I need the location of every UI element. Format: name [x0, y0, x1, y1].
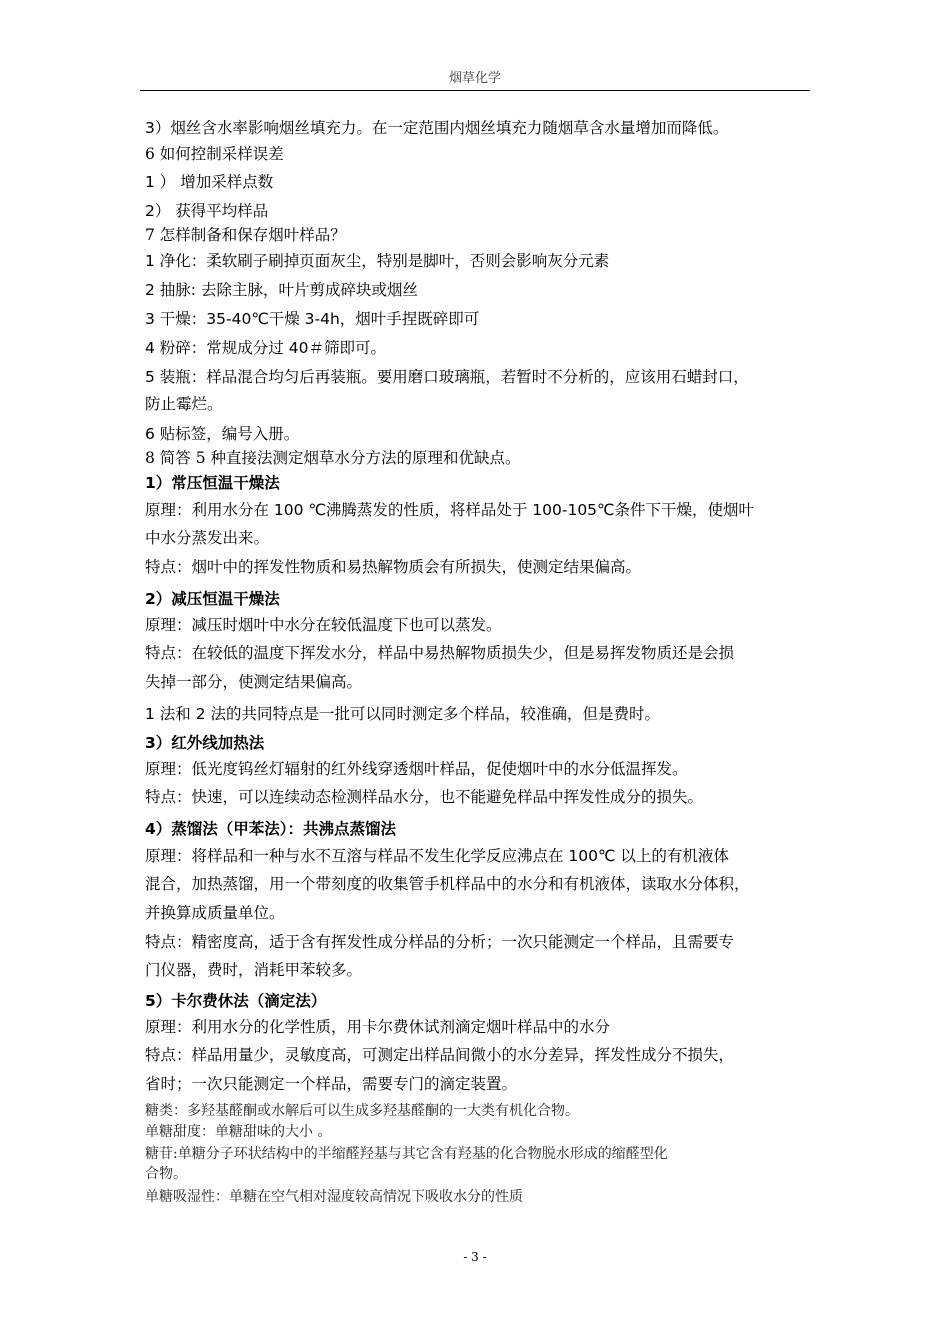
- text-line: 1 净化：柔软刷子刷掉页面灰尘，特别是脚叶，否则会影响灰分元素: [145, 252, 610, 270]
- text-line: 特点：精密度高，适于含有挥发性成分样品的分析；一次只能测定一个样品，且需要专: [145, 933, 735, 951]
- text-line: 并换算成质量单位。: [145, 904, 285, 922]
- definition-line: 糖类：多羟基醛酮或水解后可以生成多羟基醛酮的一大类有机化合物。: [145, 1103, 579, 1119]
- method-heading: 5）卡尔费休法（滴定法）: [145, 992, 327, 1010]
- text-line: 2 抽脉: 去除主脉，叶片剪成碎块或烟丝: [145, 281, 418, 299]
- question-heading: 6 如何控制采样误差: [145, 145, 284, 163]
- text-line: 特点：快速，可以连续动态检测样品水分，也不能避免样品中挥发性成分的损失。: [145, 788, 704, 806]
- definition-line: 单糖甜度：单糖甜味的大小 。: [145, 1124, 332, 1140]
- text-line: 4 粉碎：常规成分过 40＃筛即可。: [145, 339, 386, 357]
- text-line: 2） 获得平均样品: [145, 202, 269, 220]
- question-heading: 7 怎样制备和保存烟叶样品？: [145, 226, 346, 244]
- text-line: 特点：在较低的温度下挥发水分，样品中易热解物质损失少，但是易挥发物质还是会损: [145, 644, 735, 662]
- text-line: 原理：减压时烟叶中水分在较低温度下也可以蒸发。: [145, 616, 502, 634]
- text-line: 3 干燥：35-40℃干燥 3-4h，烟叶手捏既碎即可: [145, 310, 480, 328]
- page-header: 烟草化学: [140, 70, 810, 91]
- text-line: 门仪器，费时，消耗甲苯较多。: [145, 961, 363, 979]
- page-number: - 3 -: [463, 1250, 487, 1264]
- text-line: 原理：利用水分的化学性质，用卡尔费休试剂滴定烟叶样品中的水分: [145, 1018, 611, 1036]
- text-line: 防止霉烂。: [145, 395, 223, 413]
- method-heading: 3）红外线加热法: [145, 734, 265, 752]
- definition-line: 合物。: [145, 1166, 187, 1182]
- text-line: 混合，加热蒸馏，用一个带刻度的收集管手机样品中的水分和有机液体，读取水分体积，: [145, 875, 750, 893]
- question-heading: 8 简答 5 种直接法测定烟草水分方法的原理和优缺点。: [145, 449, 521, 467]
- text-line: 3）烟丝含水率影响烟丝填充力。在一定范围内烟丝填充力随烟草含水量增加而降低。: [145, 119, 729, 137]
- text-line: 原理：低光度钨丝灯辐射的红外线穿透烟叶样品，促使烟叶中的水分低温挥发。: [145, 760, 688, 778]
- text-line: 省时；一次只能测定一个样品，需要专门的滴定装置。: [145, 1075, 518, 1093]
- text-line: 5 装瓶：样品混合均匀后再装瓶。要用磨口玻璃瓶，若暂时不分析的，应该用石蜡封口，: [145, 368, 749, 386]
- method-heading: 2）减压恒温干燥法: [145, 590, 280, 608]
- text-line: 特点：烟叶中的挥发性物质和易热解物质会有所损失，使测定结果偏高。: [145, 558, 642, 576]
- text-line: 特点：样品用量少，灵敏度高，可测定出样品间微小的水分差异，挥发性成分不损失，: [145, 1046, 735, 1064]
- method-heading: 4）蒸馏法（甲苯法）：共沸点蒸馏法: [145, 820, 397, 838]
- text-line: 1 ） 增加采样点数: [145, 173, 274, 191]
- method-heading: 1）常压恒温干燥法: [145, 474, 280, 492]
- definition-line: 单糖吸湿性：单糖在空气相对湿度较高情况下吸收水分的性质: [145, 1189, 523, 1205]
- text-line: 中水分蒸发出来。: [145, 529, 270, 547]
- text-line: 原理：将样品和一种与水不互溶与样品不发生化学反应沸点在 100℃ 以上的有机液体: [145, 847, 729, 865]
- text-line: 6 贴标签，编号入册。: [145, 425, 300, 443]
- text-line: 失掉一部分，使测定结果偏高。: [145, 673, 363, 691]
- definition-line: 糖苷:单糖分子环状结构中的半缩醛羟基与其它含有羟基的化合物脱水形成的缩醛型化: [145, 1146, 668, 1162]
- text-line: 1 法和 2 法的共同特点是一批可以同时测定多个样品，较准确，但是费时。: [145, 705, 661, 723]
- text-line: 原理：利用水分在 100 ℃沸腾蒸发的性质，将样品处于 100-105℃条件下干燥，使烟叶: [145, 501, 754, 519]
